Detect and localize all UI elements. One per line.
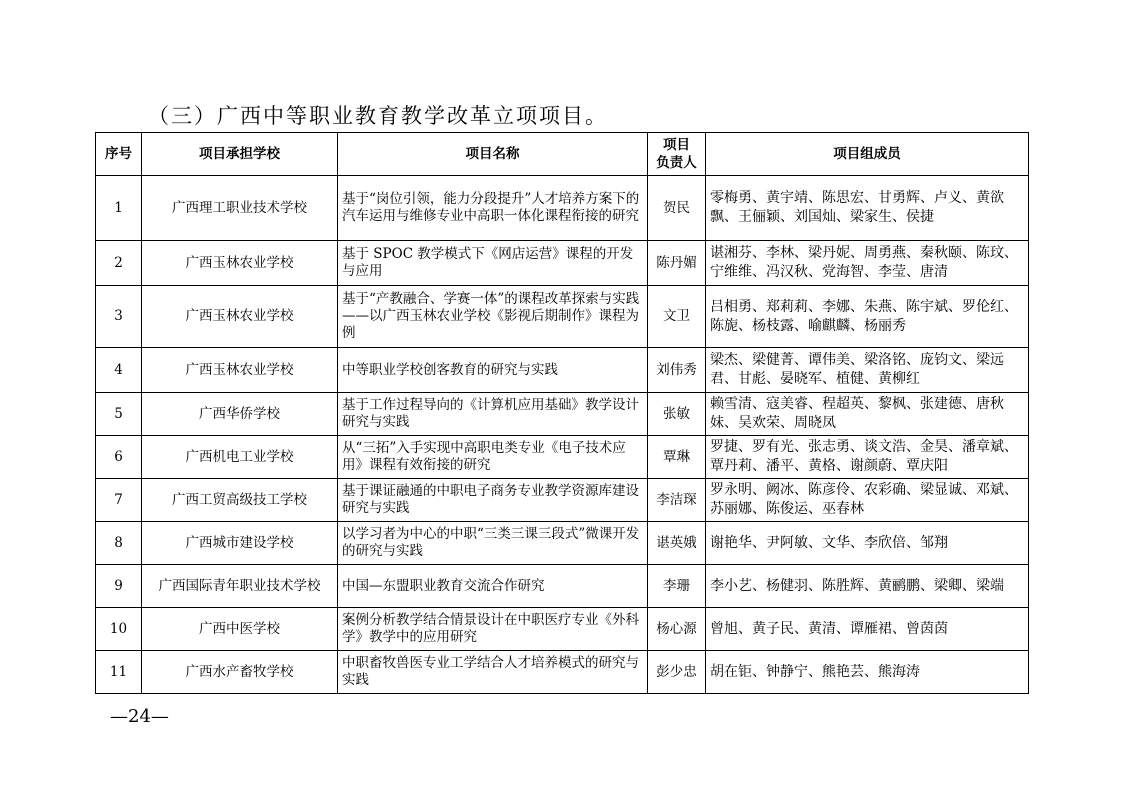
table-row <box>96 651 1029 694</box>
row-leader: 李珊 <box>648 565 706 608</box>
section-heading: （三）广西中等职业教育教学改革立项项目。 <box>148 104 608 128</box>
row-project-name: 中等职业学校创客教育的研究与实践 <box>338 348 648 393</box>
row-project-name: 中国—东盟职业教育交流合作研究 <box>338 565 648 608</box>
row-project-name: 基于课证融通的中职电子商务专业教学资源库建设研究与实践 <box>338 479 648 522</box>
table-row <box>96 479 1029 522</box>
header-leader <box>648 133 706 176</box>
row-no: 8 <box>96 522 142 565</box>
row-no: 9 <box>96 565 142 608</box>
row-school: 广西工贸高级技工学校 <box>142 479 338 522</box>
row-no: 7 <box>96 479 142 522</box>
row-no: 1 <box>96 176 142 241</box>
row-no: 11 <box>96 651 142 694</box>
header-school: 项目承担学校 <box>142 133 338 176</box>
row-project-name: 从“三拓”入手实现中高职电类专业《电子技术应用》课程有效衔接的研究 <box>338 436 648 479</box>
row-members: 谌湘芬、李林、梁丹妮、周勇燕、秦秋颐、陈玟、宁维维、冯汉秋、党海智、李莹、唐清 <box>706 241 1029 286</box>
row-school: 广西玉林农业学校 <box>142 286 338 348</box>
table-row <box>96 286 1029 348</box>
row-leader: 李洁琛 <box>648 479 706 522</box>
row-project-name: 基于“产教融合、学赛一体”的课程改革探索与实践——以广西玉林农业学校《影视后期制作》课程为例 <box>338 286 648 348</box>
row-no: 2 <box>96 241 142 286</box>
row-no: 6 <box>96 436 142 479</box>
table-row <box>96 608 1029 651</box>
header-no: 序号 <box>96 133 142 176</box>
row-school: 广西华侨学校 <box>142 393 338 436</box>
row-members: 梁杰、梁健菁、谭伟美、梁洛铭、庞钧文、梁远君、甘彪、晏晓军、植健、黄柳红 <box>706 348 1029 393</box>
header-leader-line1: 项目 <box>663 137 690 153</box>
row-members: 曾旭、黄子民、黄清、谭雁裙、曾茵茵 <box>706 608 1029 651</box>
table-row <box>96 348 1029 393</box>
row-members: 李小艺、杨健羽、陈胜辉、黄鹂鹏、梁卿、梁端 <box>706 565 1029 608</box>
row-project-name: 基于 SPOC 教学模式下《网店运营》课程的开发与应用 <box>338 241 648 286</box>
header-leader-line2: 负责人 <box>656 155 697 171</box>
row-school: 广西玉林农业学校 <box>142 241 338 286</box>
table-row <box>96 565 1029 608</box>
row-leader: 谌英娥 <box>648 522 706 565</box>
row-school: 广西国际青年职业技术学校 <box>142 565 338 608</box>
row-leader: 文卫 <box>648 286 706 348</box>
row-school: 广西中医学校 <box>142 608 338 651</box>
row-members: 罗捷、罗有光、张志勇、谈文浩、金昊、潘章斌、覃丹莉、潘平、黄格、谢颜蔚、覃庆阳 <box>706 436 1029 479</box>
row-no: 5 <box>96 393 142 436</box>
row-school: 广西机电工业学校 <box>142 436 338 479</box>
row-leader: 贺民 <box>648 176 706 241</box>
row-school: 广西城市建设学校 <box>142 522 338 565</box>
row-leader: 覃琳 <box>648 436 706 479</box>
row-no: 3 <box>96 286 142 348</box>
row-project-name: 案例分析教学结合情景设计在中职医疗专业《外科学》教学中的应用研究 <box>338 608 648 651</box>
table-row <box>96 241 1029 286</box>
page-number: —24— <box>110 706 169 727</box>
row-members: 胡在钜、钟静宁、熊艳芸、熊海涛 <box>706 651 1029 694</box>
row-no: 4 <box>96 348 142 393</box>
header-members: 项目组成员 <box>706 133 1029 176</box>
table-row <box>96 176 1029 241</box>
table-row <box>96 436 1029 479</box>
table-header-row <box>96 133 1029 176</box>
row-leader: 杨心源 <box>648 608 706 651</box>
row-leader: 刘伟秀 <box>648 348 706 393</box>
row-project-name: 中职畜牧兽医专业工学结合人才培养模式的研究与实践 <box>338 651 648 694</box>
row-school: 广西玉林农业学校 <box>142 348 338 393</box>
row-members: 零梅勇、黄宇靖、陈思宏、甘勇辉、卢义、黄欲飘、王俪颖、刘国灿、梁家生、侯捷 <box>706 176 1029 241</box>
row-members: 赖雪清、寇美睿、程超英、黎枫、张建德、唐秋妹、吴欢荣、周晓凤 <box>706 393 1029 436</box>
row-project-name: 以学习者为中心的中职“三类三课三段式”微课开发的研究与实践 <box>338 522 648 565</box>
projects-table <box>95 132 1029 694</box>
row-members: 谢艳华、尹阿敏、文华、李欣倍、邹翔 <box>706 522 1029 565</box>
row-school: 广西理工职业技术学校 <box>142 176 338 241</box>
row-members: 罗永明、阙冰、陈彦伶、农彩确、梁显诚、邓斌、苏丽娜、陈俊运、巫春林 <box>706 479 1029 522</box>
header-project-name: 项目名称 <box>338 133 648 176</box>
table-row <box>96 522 1029 565</box>
row-leader: 彭少忠 <box>648 651 706 694</box>
table-row <box>96 393 1029 436</box>
row-no: 10 <box>96 608 142 651</box>
row-leader: 张敏 <box>648 393 706 436</box>
row-members: 吕相勇、郑莉莉、李娜、朱燕、陈宇斌、罗伦红、陈旎、杨枝露、喻麒麟、杨丽秀 <box>706 286 1029 348</box>
row-project-name: 基于工作过程导向的《计算机应用基础》教学设计研究与实践 <box>338 393 648 436</box>
row-school: 广西水产畜牧学校 <box>142 651 338 694</box>
row-project-name: 基于“岗位引领，能力分段提升”人才培养方案下的汽车运用与维修专业中高职一体化课程衔接的研究 <box>338 176 648 241</box>
row-leader: 陈丹媚 <box>648 241 706 286</box>
